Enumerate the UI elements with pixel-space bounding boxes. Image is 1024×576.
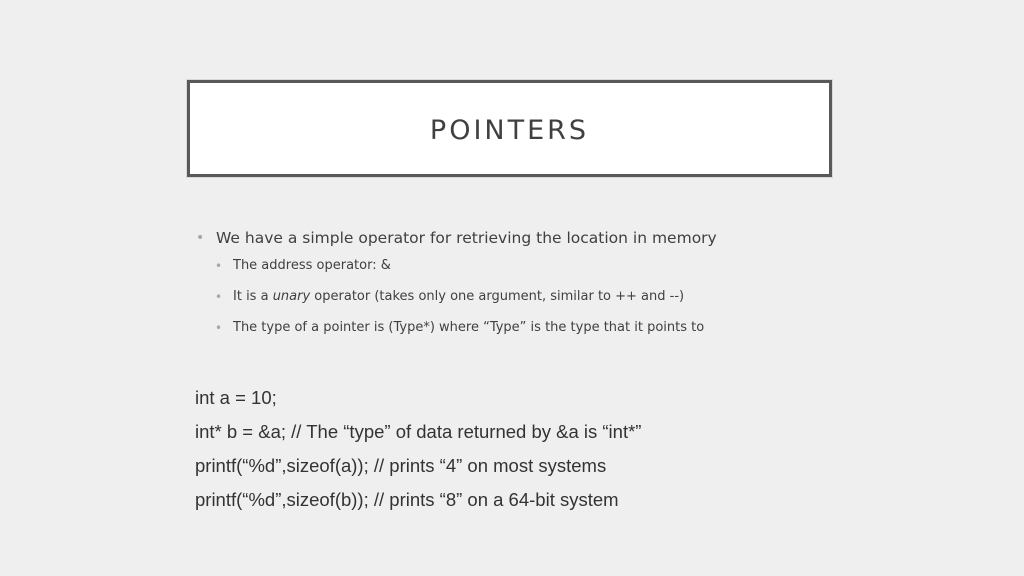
slide-title: POINTERS <box>429 115 590 146</box>
title-box <box>187 80 832 177</box>
code-line: printf(“%d”,sizeof(a)); // prints “4” on most systems <box>195 455 607 476</box>
bullet-main <box>196 226 976 250</box>
bullet-main-text: We have a simple operator for retrieving the location in memory <box>216 229 717 247</box>
sub-bullet-pointer-type <box>196 318 976 338</box>
sub-bullet-emphasis: unary <box>272 289 311 304</box>
bullet-list <box>196 226 976 349</box>
bullet-dot-icon: • <box>215 321 223 335</box>
bullet-dot-icon: • <box>215 259 223 273</box>
code-line: int a = 10; <box>195 387 277 408</box>
code-block <box>195 386 641 522</box>
code-line: int* b = &a; // The “type” of data returned by &a is “int*” <box>195 421 642 442</box>
sub-bullet-text-post: operator (takes only one argument, similar to ++ and --) <box>310 289 685 304</box>
code-line: printf(“%d”,sizeof(b)); // prints “8” on a 64-bit system <box>195 489 619 510</box>
sub-bullet-unary <box>196 287 976 307</box>
sub-bullet-text-pre: It is a <box>233 289 273 304</box>
bullet-dot-icon: • <box>215 290 223 304</box>
bullet-dot-icon: • <box>196 230 205 246</box>
sub-bullet-text: The address operator: & <box>233 258 391 273</box>
sub-bullet-text: The type of a pointer is (Type*) where “Type” is the type that it points to <box>233 320 705 335</box>
sub-bullet-address-operator <box>196 256 976 276</box>
